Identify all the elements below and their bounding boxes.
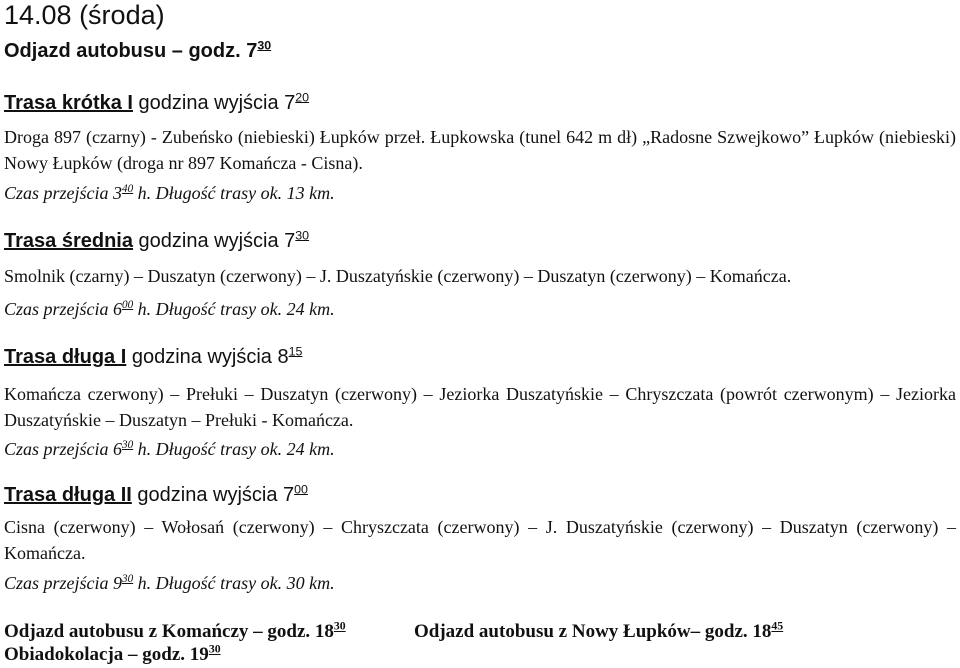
route-meta (4, 439, 335, 460)
route-start (139, 92, 310, 114)
return-nowy-lupkow (414, 621, 783, 643)
route-meta (4, 183, 335, 204)
route-time-label: Czas przejścia 6 (4, 439, 123, 459)
route-start (137, 484, 308, 506)
route-name: Trasa długa II (4, 484, 132, 506)
route-start-label: godzina wyjścia 8 (131, 346, 289, 368)
route-start (132, 346, 303, 368)
bus-departure-minutes: 30 (257, 38, 272, 53)
route-name: Trasa krótka I (4, 92, 133, 114)
route-length: h. Długość trasy ok. 13 km. (137, 183, 335, 203)
route-time-label: Czas przejścia 3 (4, 183, 123, 203)
route-start-minutes: 15 (288, 344, 303, 359)
route-time-label: Czas przejścia 9 (4, 573, 123, 593)
return-komancza-minutes: 30 (333, 619, 346, 633)
route-start-minutes: 30 (295, 228, 310, 243)
dinner-label: Obiadokolacja – godz. 19 (4, 644, 209, 665)
route-description: Droga 897 (czarny) - Zubeńsko (niebieski) Łupków przeł. Łupkowska (tunel 642 m dł) „Radosne Szwejkowo” Łupków (niebieski) Nowy Łupków (droga nr 897 Komańcza - Cisna). (4, 127, 956, 173)
route-start-minutes: 00 (294, 482, 308, 497)
route-length: h. Długość trasy ok. 24 km. (137, 299, 335, 319)
route-name: Trasa długa I (4, 346, 127, 368)
route-description: Smolnik (czarny) – Duszatyn (czerwony) – J. Duszatyńskie (czerwony) – Duszatyn (czerwony) – Komańcza. (4, 266, 792, 286)
route-start (139, 230, 310, 252)
dinner-minutes: 30 (208, 642, 221, 656)
route-length: h. Długość trasy ok. 24 km. (137, 439, 335, 459)
dinner (4, 644, 221, 666)
route-time-minutes: 40 (122, 183, 134, 195)
route-time-minutes: 30 (122, 573, 134, 585)
return-nowy-lupkow-label: Odjazd autobusu z Nowy Łupków– godz. 18 (414, 621, 772, 642)
return-komancza-label: Odjazd autobusu z Komańczy – godz. 18 (4, 621, 334, 642)
route-description: Cisna (czerwony) – Wołosań (czerwony) – Chryszczata (czerwony) – J. Duszatyńskie (czerwony) – Duszatyn (czerwony) – Komańcza. (4, 517, 956, 563)
route-length: h. Długość trasy ok. 30 km. (137, 573, 335, 593)
route-name: Trasa średnia (4, 230, 133, 252)
return-nowy-lupkow-minutes: 45 (771, 619, 784, 633)
route-meta (4, 573, 335, 594)
return-komancza (4, 621, 346, 643)
bus-departure-label: Odjazd autobusu – godz. 7 (4, 40, 258, 62)
route-start-label: godzina wyjścia 7 (138, 92, 296, 114)
route-start-label: godzina wyjścia 7 (138, 230, 296, 252)
route-start-label: godzina wyjścia 7 (137, 484, 295, 506)
route-title-long-1 (4, 346, 302, 369)
route-title-medium (4, 230, 309, 253)
route-time-label: Czas przejścia 6 (4, 299, 123, 319)
route-time-minutes: 00 (122, 299, 134, 311)
route-start-minutes: 20 (295, 90, 310, 105)
page-date: 14.08 (środa) (4, 0, 165, 30)
bus-departure (4, 40, 271, 63)
route-time-minutes: 30 (122, 439, 134, 451)
route-title-short-1 (4, 92, 309, 115)
route-meta (4, 299, 335, 320)
route-description: Komańcza czerwony) – Prełuki – Duszatyn (czerwony) – Jeziorka Duszatyńskie – Chryszczata (powrót czerwonym) – Jeziorka Duszatyńskie – Duszatyn – Prełuki - Komańcza. (4, 384, 956, 430)
route-title-long-2 (4, 484, 308, 507)
